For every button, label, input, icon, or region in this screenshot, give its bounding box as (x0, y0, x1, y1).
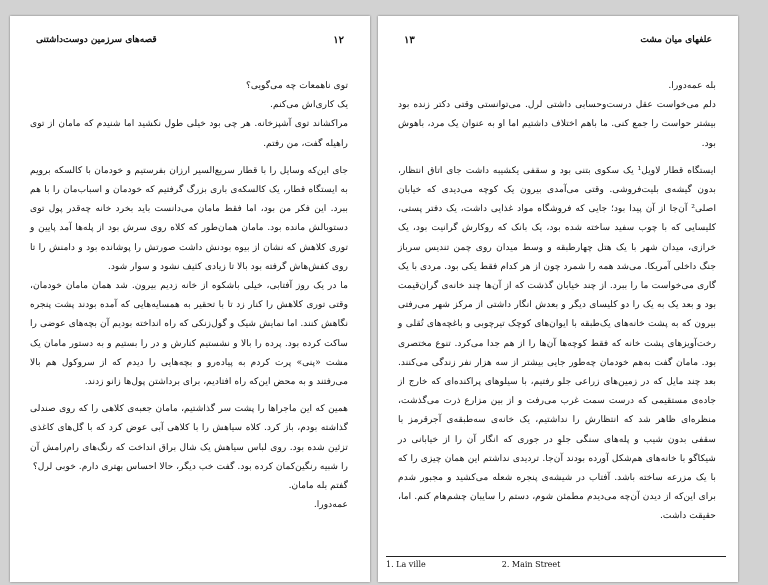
paragraph: جای این‌که وسایل را با قطار سریع‌السیر ارزان بفرستیم و خودمان با کالسکه برویم به ایستگاه قطار، یک کالسکه‌ی باری بزرگ گرفتیم که خودمان و اسباب‌مان را با هم ببرد. این فکر من بود، اما فقط مامان می‌دانست باید بخرد خانه چه‌قدر پول توی دستوبالش مانده بود. مامان همان‌طور که کلاه روی سرش بود از پله‌ها آمد پایین و توری کلاهش که نشان از بیوه بودنش داشت صورتش را پوشانده بود و دامنش را تا روی کفش‌هاش گرفته بود بالا تا زیادی کثیف نشود و سوار شود. (30, 164, 348, 272)
right-page-number: ۱۳ (404, 34, 415, 46)
paragraph: همین که این ماجراها را پشت سر گذاشتیم، مامان جعبه‌ی کلاهی را که روی صندلی گذاشته بودم، باز کرد. کلاه سیاهش را با کلاهی آبی عوض کرد که با گل‌های کاغذی تزئین شده بود. روی لباس سیاهش یک شال براق انداخت که رنگ‌های رام‌رامش آن را شبیه رنگین‌کمان کرده بود. گفت خب دیگر، حالا احساس بهتری دارم. خوبی لرل؟ (30, 403, 348, 472)
right-running-head: علفهای میان مشت (640, 35, 712, 45)
paragraph: بله عمه‌دورا. (668, 80, 716, 91)
paragraph: عمه‌دورا. (313, 499, 348, 511)
left-page (10, 16, 370, 582)
left-running-head: قصه‌های سرزمین دوست‌داشتنی (36, 35, 157, 45)
paragraph: ایستگاه قطار لاویل¹ یک سکوی بتنی بود و سقفی یکشیبه داشت جای اتاق انتظار، بدون گیشه‌ی بلیت‌فروشی. وقتی می‌آمدی بیرون یک کوچه می‌دیدی که خیابان اصلی² آن‌جا از آن پیدا بود؛ جایی که فروشگاه مواد غذایی داشت، یک دفتر پستی، کلیسایی که با چوب سفید ساخته شده بود، یک بانک که روکارش گرانیت بود، یک خرازی، میدان شهر با یک هتل چهارطبقه و وسط میدان روی چمن تندیس سرباز جنگ داخلی آمریکا. می‌شد همه را شمرد چون از هر کدام فقط یکی بود. مردی با یک گاری می‌خواست ما را ببرد. از چند خیابان گذشت که از آن‌ها چند خانه‌ی گران‌قیمت بود و بعد یک به یک را دو کلیسای دیگر و بعدش انگار داشتی از مرکز شهر می‌رفتی بیرون که به پشت خانه‌های یک‌طبقه با ایوان‌های کوچک تیرچوبی و باغچه‌های تُقلی و رخت‌آویزهای پشت خانه که فقط کوچه‌ها آن‌ها را از هم جدا می‌کرد. تنوع مختصری بود. مامان گفت به‌هم خودمان چه‌طور جایی بیشتر از سه هزار نفر زندگی می‌کنند. بعد چند مایل که در زمین‌های زراعی جلو رفتیم، با سیلوهای پراکنده‌ای که خارج از جاده‌ی مستقیمی که درست سمت غرب می‌رفت و از بین مزارع ذرت می‌گذشت، منظره‌ای ظاهر شد که انتظارش را نداشتیم، یک خانه‌ی سه‌طبقه‌ی آجرقرمز با سقفی بدون شیب و پله‌های سنگی جلوِ در جوری که انگار آن را از خیابانی در شیکاگو با خانه‌های هم‌شکل آورده بودند آن‌جا. تردیدی نداشتم این همان چیزی را که با یک مزرعه ساخته باشد. آفتاب در شیشه‌ی پنجره شعله می‌کشید و مجبور شدم برای این‌که از دیدن آن‌چه می‌دیدم مطمئن شوم، دستم را سایبان چشم‌هام کنم. اما، حقیقت داشت. (398, 164, 716, 522)
footnote-divider (386, 556, 726, 557)
paragraph: مراکشاند توی آشپزخانه. هر چی بود خیلی طول نکشید اما شنیدم که مامان از توی راهیله گفت، من رفتم. (30, 118, 348, 149)
left-page-number: ۱۲ (333, 34, 344, 46)
paragraph: گفتم بله مامان. (288, 480, 348, 492)
right-page (378, 16, 738, 582)
paragraph: یک کاری‌اش می‌کنم. (270, 99, 348, 111)
right-page-body (398, 76, 716, 562)
footnote-1: 1. La ville (386, 560, 426, 569)
footnotes (386, 560, 726, 569)
right-page-header (404, 30, 712, 50)
paragraph: دلم می‌خواست عقل درست‌وحسابی داشتی لرل. می‌توانستی وقتی دکتر زنده بود بیشتر حواست را جمع کنی. ما باهم اختلاف داشتیم اما او به عنوان یک مرد، باهوش بود. (398, 99, 716, 149)
left-page-header (36, 30, 344, 50)
paragraph: ما در یک روز آفتابی، خیلی باشکوه از خانه زدیم بیرون. شد همان مامان خودمان، وقتی توری کلاهش را کنار زد تا با تحقیر به همسایه‌هایی که آمده بودند پشت پنجره نگاهش کنند. اما نمایش شیک و گول‌زنکی که راه انداخته بودیم آن بچه‌های عوضی را ساکت کرده بود. پرده را بالا و نشستیم کنارش و در را بستیم و به دستور مامان یک مشت «پنی» پرت کردم به پیاده‌رو و بچه‌هایی را دیدم که از سروکول هم بالا می‌رفتند و به محض این‌که راه افتادیم، برای برداشتن پول‌ها زانو زدند. (30, 280, 348, 388)
paragraph: توی ناهمعات چه می‌گویی؟ (245, 80, 348, 91)
left-page-body (30, 76, 348, 562)
footnote-2: 2. Main Street (501, 560, 561, 569)
